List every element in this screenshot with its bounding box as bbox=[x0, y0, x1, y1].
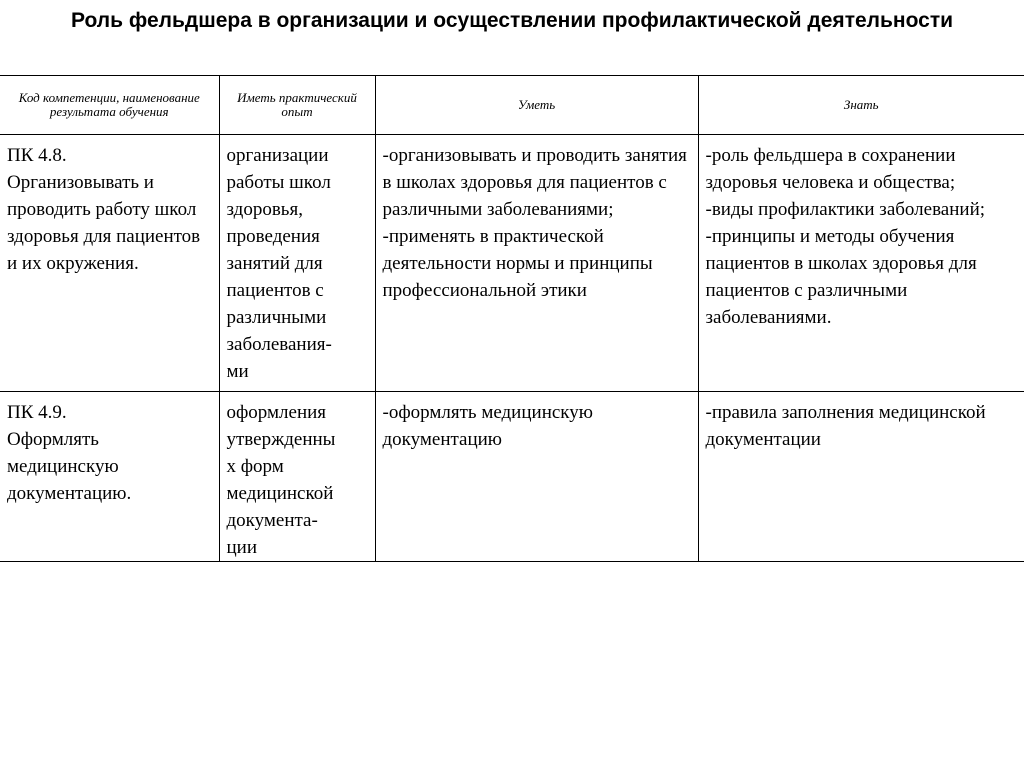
header-knowledge: Знать bbox=[698, 76, 1024, 135]
header-skills: Уметь bbox=[375, 76, 698, 135]
cell-practical-experience bbox=[219, 135, 375, 392]
competence-table bbox=[0, 75, 1024, 562]
cell-competence-code bbox=[0, 392, 219, 562]
knowledge-text: -роль фельдшера в сохранении здоровья человека и общества; -виды профилактики заболеваний; -принципы и методы обучения пациентов в школах здоровья для пациентов с различными заболеваниями. bbox=[705, 145, 986, 328]
cell-skills bbox=[375, 392, 698, 562]
table-header bbox=[0, 76, 1024, 135]
skills-text: -организовывать и проводить занятия в школах здоровья для пациентов с различными заболеваниями; -применять в практической деятельности нормы и принципы профессиональной этики bbox=[382, 145, 687, 301]
competence-code-text: ПК 4.9. Оформлять медицинскую документацию. bbox=[7, 402, 132, 504]
header-competence-code: Код компетенции, наименование результата обучения bbox=[0, 76, 219, 135]
cell-competence-code bbox=[0, 135, 219, 392]
cell-knowledge bbox=[698, 392, 1024, 562]
table-row bbox=[0, 392, 1024, 562]
practical-experience-text: оформления утвержденны х форм медицинской документа- ции bbox=[226, 402, 336, 558]
table-row bbox=[0, 135, 1024, 392]
cell-practical-experience bbox=[219, 392, 375, 562]
cell-knowledge bbox=[698, 135, 1024, 392]
cell-skills bbox=[375, 135, 698, 392]
practical-experience-text: организации работы школ здоровья, проведения занятий для пациентов с различными заболевания- ми bbox=[226, 145, 332, 382]
header-practical-experience: Иметь практический опыт bbox=[219, 76, 375, 135]
knowledge-text: -правила заполнения медицинской документации bbox=[705, 402, 986, 450]
competence-code-text: ПК 4.8. Организовывать и проводить работу школ здоровья для пациентов и их окружения. bbox=[7, 145, 201, 274]
page-title: Роль фельдшера в организации и осуществлении профилактической деятельности bbox=[70, 9, 954, 32]
skills-text: -оформлять медицинскую документацию bbox=[382, 402, 593, 450]
